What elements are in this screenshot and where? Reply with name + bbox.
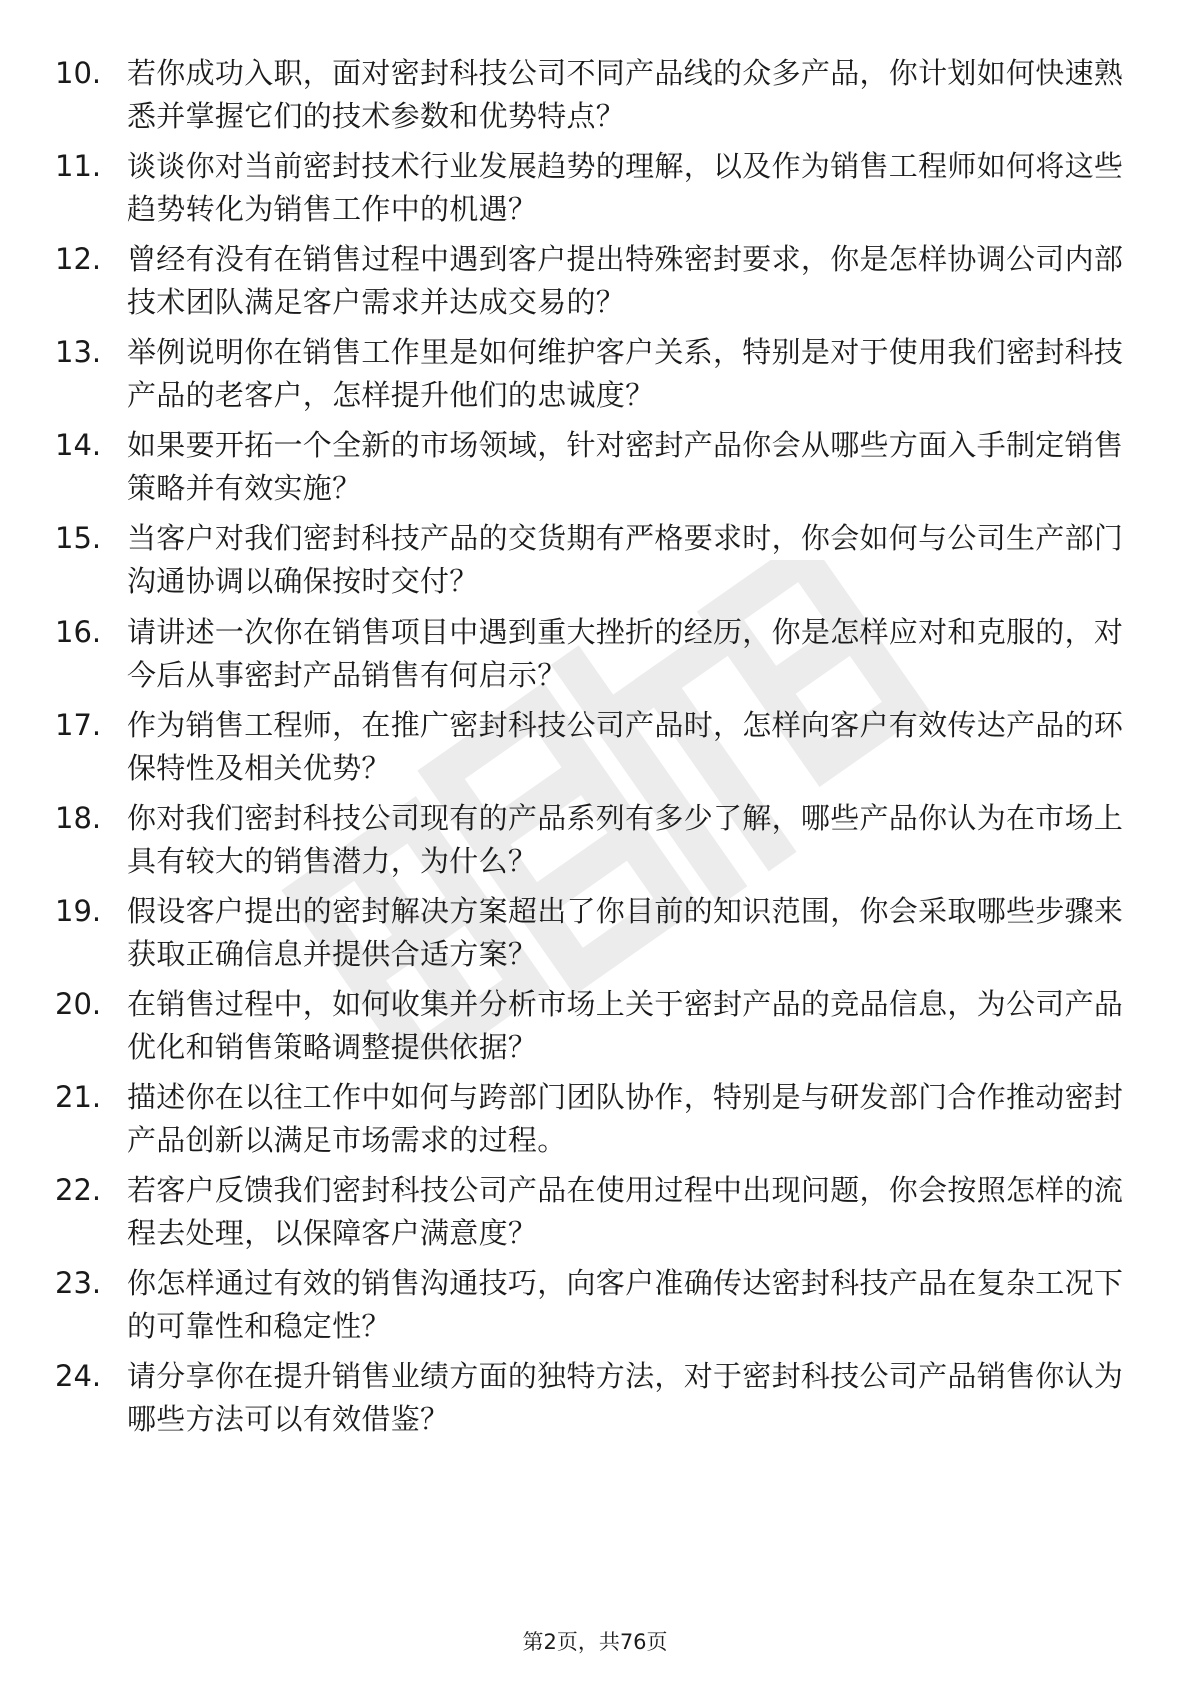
question-text: 请讲述一次你在销售项目中遇到重大挫折的经历，你是怎样应对和克服的，对今后从事密封产品销售有何启示？ [127, 614, 1124, 692]
question-number: 14. [55, 428, 102, 463]
question-item [55, 1169, 1135, 1262]
question-number: 20. [55, 986, 102, 1021]
question-text: 你怎样通过有效的销售沟通技巧，向客户准确传达密封科技产品在复杂工况下的可靠性和稳定性？ [127, 1266, 1124, 1344]
question-number: 15. [55, 521, 102, 556]
question-number: 18. [55, 800, 102, 835]
question-number: 24. [55, 1359, 102, 1394]
question-list [55, 52, 1135, 1448]
question-text: 谈谈你对当前密封技术行业发展趋势的理解，以及作为销售工程师如何将这些趋势转化为销售工作中的机遇？ [127, 149, 1124, 227]
question-number: 17. [55, 707, 102, 742]
question-text: 作为销售工程师，在推广密封科技公司产品时，怎样向客户有效传达产品的环保特性及相关优势？ [127, 707, 1124, 785]
question-number: 13. [55, 335, 102, 370]
question-text: 在销售过程中，如何收集并分析市场上关于密封产品的竞品信息，为公司产品优化和销售策略调整提供依据？ [127, 986, 1124, 1064]
question-number: 19. [55, 893, 102, 928]
question-item [55, 1355, 1135, 1448]
question-text: 若你成功入职，面对密封科技公司不同产品线的众多产品，你计划如何快速熟悉并掌握它们的技术参数和优势特点？ [127, 56, 1124, 133]
question-item [55, 145, 1135, 238]
question-item [55, 1262, 1135, 1355]
question-text: 举例说明你在销售工作里是如何维护客户关系，特别是对于使用我们密封科技产品的老客户，怎样提升他们的忠诚度？ [127, 335, 1124, 413]
question-number: 10. [55, 56, 102, 90]
question-item [55, 797, 1135, 890]
question-item [55, 704, 1135, 797]
question-item [55, 890, 1135, 983]
question-text: 描述你在以往工作中如何与跨部门团队协作，特别是与研发部门合作推动密封产品创新以满足市场需求的过程。 [127, 1080, 1124, 1158]
question-item [55, 424, 1135, 517]
question-item [55, 611, 1135, 704]
question-number: 12. [55, 242, 102, 277]
page-number-footer: 第2页，共76页 [522, 1630, 668, 1654]
question-number: 16. [55, 614, 102, 649]
question-item [55, 517, 1135, 610]
question-number: 23. [55, 1266, 102, 1301]
question-number: 21. [55, 1080, 102, 1115]
question-item [55, 983, 1135, 1076]
question-text: 请分享你在提升销售业绩方面的独特方法，对于密封科技公司产品销售你认为哪些方法可以有效借鉴？ [127, 1359, 1124, 1437]
question-text: 当客户对我们密封科技产品的交货期有严格要求时，你会如何与公司生产部门沟通协调以确保按时交付？ [127, 521, 1124, 599]
question-text: 你对我们密封科技公司现有的产品系列有多少了解，哪些产品你认为在市场上具有较大的销售潜力，为什么？ [127, 800, 1124, 878]
question-number: 22. [55, 1173, 102, 1208]
question-item [55, 52, 1135, 145]
question-item [55, 331, 1135, 424]
question-item [55, 238, 1135, 331]
question-number: 11. [55, 149, 102, 184]
question-text: 如果要开拓一个全新的市场领域，针对密封产品你会从哪些方面入手制定销售策略并有效实施？ [127, 428, 1124, 506]
question-item [55, 1076, 1135, 1169]
question-text: 假设客户提出的密封解决方案超出了你目前的知识范围，你会采取哪些步骤来获取正确信息并提供合适方案？ [127, 893, 1124, 971]
question-text: 若客户反馈我们密封科技公司产品在使用过程中出现问题，你会按照怎样的流程去处理，以保障客户满意度？ [127, 1173, 1124, 1251]
question-text: 曾经有没有在销售过程中遇到客户提出特殊密封要求，你是怎样协调公司内部技术团队满足客户需求并达成交易的？ [127, 242, 1124, 320]
